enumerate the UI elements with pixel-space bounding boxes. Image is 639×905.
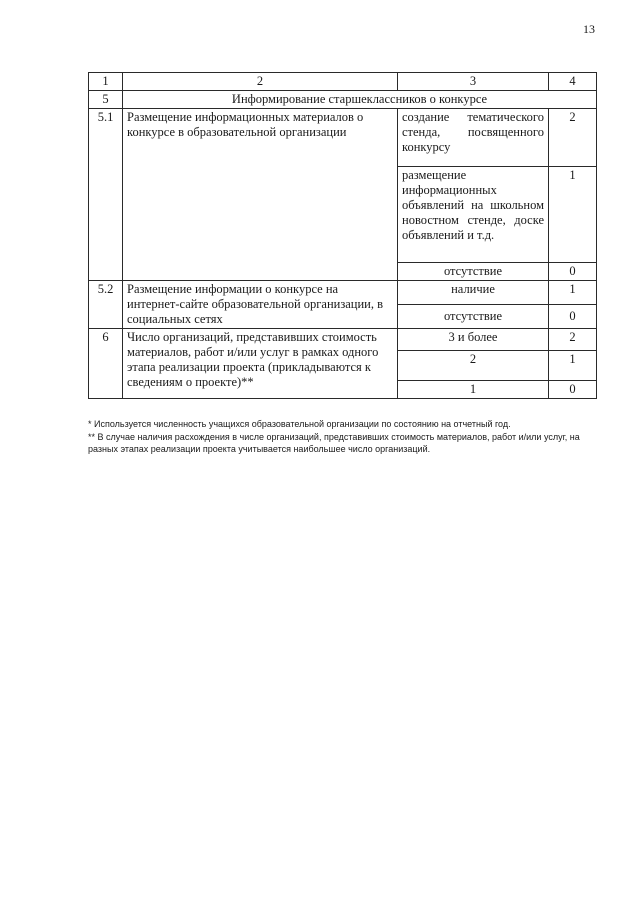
row-description: Число организаций, представивших стоимость материалов, работ и/или услуг в рамках одного этапа реализации проекта (прикладываются к сведениям о проекте)** xyxy=(123,329,398,399)
points-cell: 1 xyxy=(549,351,597,381)
table-row xyxy=(89,329,597,351)
header-col-2: 2 xyxy=(123,73,398,91)
header-col-1: 1 xyxy=(89,73,123,91)
criterion-cell: создание тематического стенда, посвященного конкурсу xyxy=(398,109,549,167)
footnotes xyxy=(88,418,604,456)
table-header-row xyxy=(89,73,597,91)
criterion-cell: 1 xyxy=(398,381,549,399)
footnote: * Используется численность учащихся образовательной организации по состоянию на отчетный год. xyxy=(88,419,511,429)
criterion-cell: 2 xyxy=(398,351,549,381)
points-cell: 0 xyxy=(549,305,597,329)
header-col-4: 4 xyxy=(549,73,597,91)
page-number: 13 xyxy=(583,22,595,36)
criterion-cell: отсутствие xyxy=(398,263,549,281)
footnote: ** В случае наличия расхождения в числе организаций, представивших стоимость материалов, работ и/или услуг, на разных этапах реализации проекта учитывается наибольшее число организаций. xyxy=(88,431,580,454)
row-number: 6 xyxy=(89,329,123,399)
points-cell: 1 xyxy=(549,281,597,305)
points-cell: 2 xyxy=(549,109,597,167)
section-row xyxy=(89,91,597,109)
criteria-table xyxy=(88,72,597,399)
criterion-cell: отсутствие xyxy=(398,305,549,329)
table-row xyxy=(89,281,597,305)
row-number: 5.2 xyxy=(89,281,123,329)
section-number: 5 xyxy=(89,91,123,109)
points-cell: 1 xyxy=(549,167,597,263)
section-title: Информирование старшеклассников о конкурсе xyxy=(123,91,597,109)
row-number: 5.1 xyxy=(89,109,123,281)
criterion-cell: наличие xyxy=(398,281,549,305)
points-cell: 0 xyxy=(549,381,597,399)
points-cell: 0 xyxy=(549,263,597,281)
table-row xyxy=(89,109,597,167)
criterion-cell: размещение информационных объявлений на школьном новостном стенде, доске объявлений и т.д. xyxy=(398,167,549,263)
row-description: Размещение информационных материалов о конкурсе в образовательной организации xyxy=(123,109,398,281)
points-cell: 2 xyxy=(549,329,597,351)
row-description: Размещение информации о конкурсе на интернет-сайте образовательной организации, в социальных сетях xyxy=(123,281,398,329)
criterion-cell: 3 и более xyxy=(398,329,549,351)
header-col-3: 3 xyxy=(398,73,549,91)
